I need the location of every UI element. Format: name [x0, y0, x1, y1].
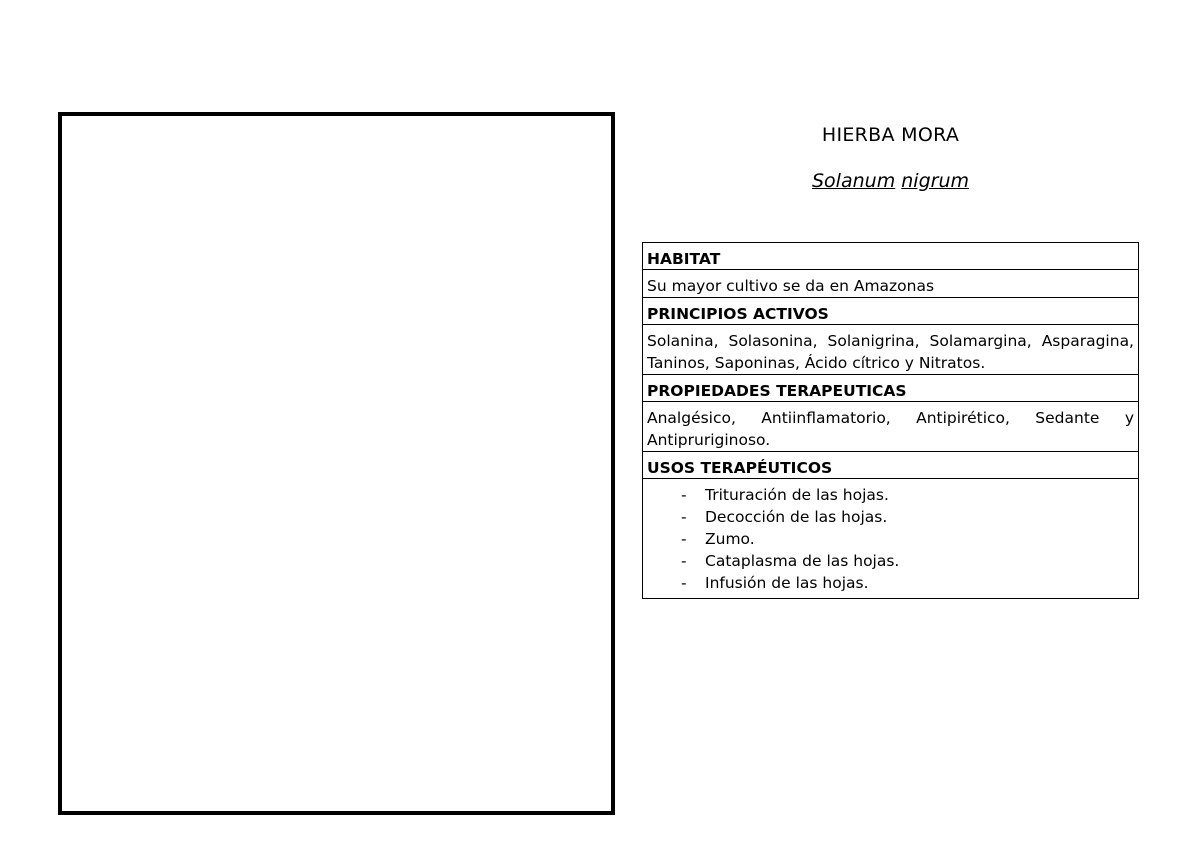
active-principles-heading: PRINCIPIOS ACTIVOS: [643, 298, 1139, 325]
plant-photo-frame: [58, 112, 615, 815]
plant-common-name: HIERBA MORA: [821, 124, 960, 146]
list-item: - Cataplasma de las hojas.: [677, 550, 1134, 572]
therapeutic-uses-cell: [643, 479, 1139, 599]
therapeutic-uses-heading: USOS TERAPÉUTICOS: [643, 452, 1139, 479]
list-item: - Zumo.: [677, 528, 1134, 550]
plant-scientific-name: [642, 170, 1139, 192]
therapeutic-properties-text: Analgésico, Antiinflamatorio, Antipirético, Sedante y Antipruriginoso.: [643, 402, 1139, 452]
habitat-heading: HABITAT: [643, 243, 1139, 270]
list-item: - Infusión de las hojas.: [677, 572, 1134, 594]
therapeutic-properties-heading: PROPIEDADES TERAPEUTICAS: [643, 375, 1139, 402]
list-item: - Decocción de las hojas.: [677, 506, 1134, 528]
plant-genus: Solanum: [812, 170, 896, 192]
habitat-text: Su mayor cultivo se da en Amazonas: [643, 270, 1139, 298]
plant-species: nigrum: [901, 170, 969, 192]
active-principles-text: Solanina, Solasonina, Solanigrina, Solamargina, Asparagina, Taninos, Saponinas, Ácido cítrico y Nitratos.: [643, 325, 1139, 375]
plant-info-table: [642, 242, 1139, 599]
therapeutic-uses-list: [647, 484, 1134, 598]
list-item: - Trituración de las hojas.: [677, 484, 1134, 506]
